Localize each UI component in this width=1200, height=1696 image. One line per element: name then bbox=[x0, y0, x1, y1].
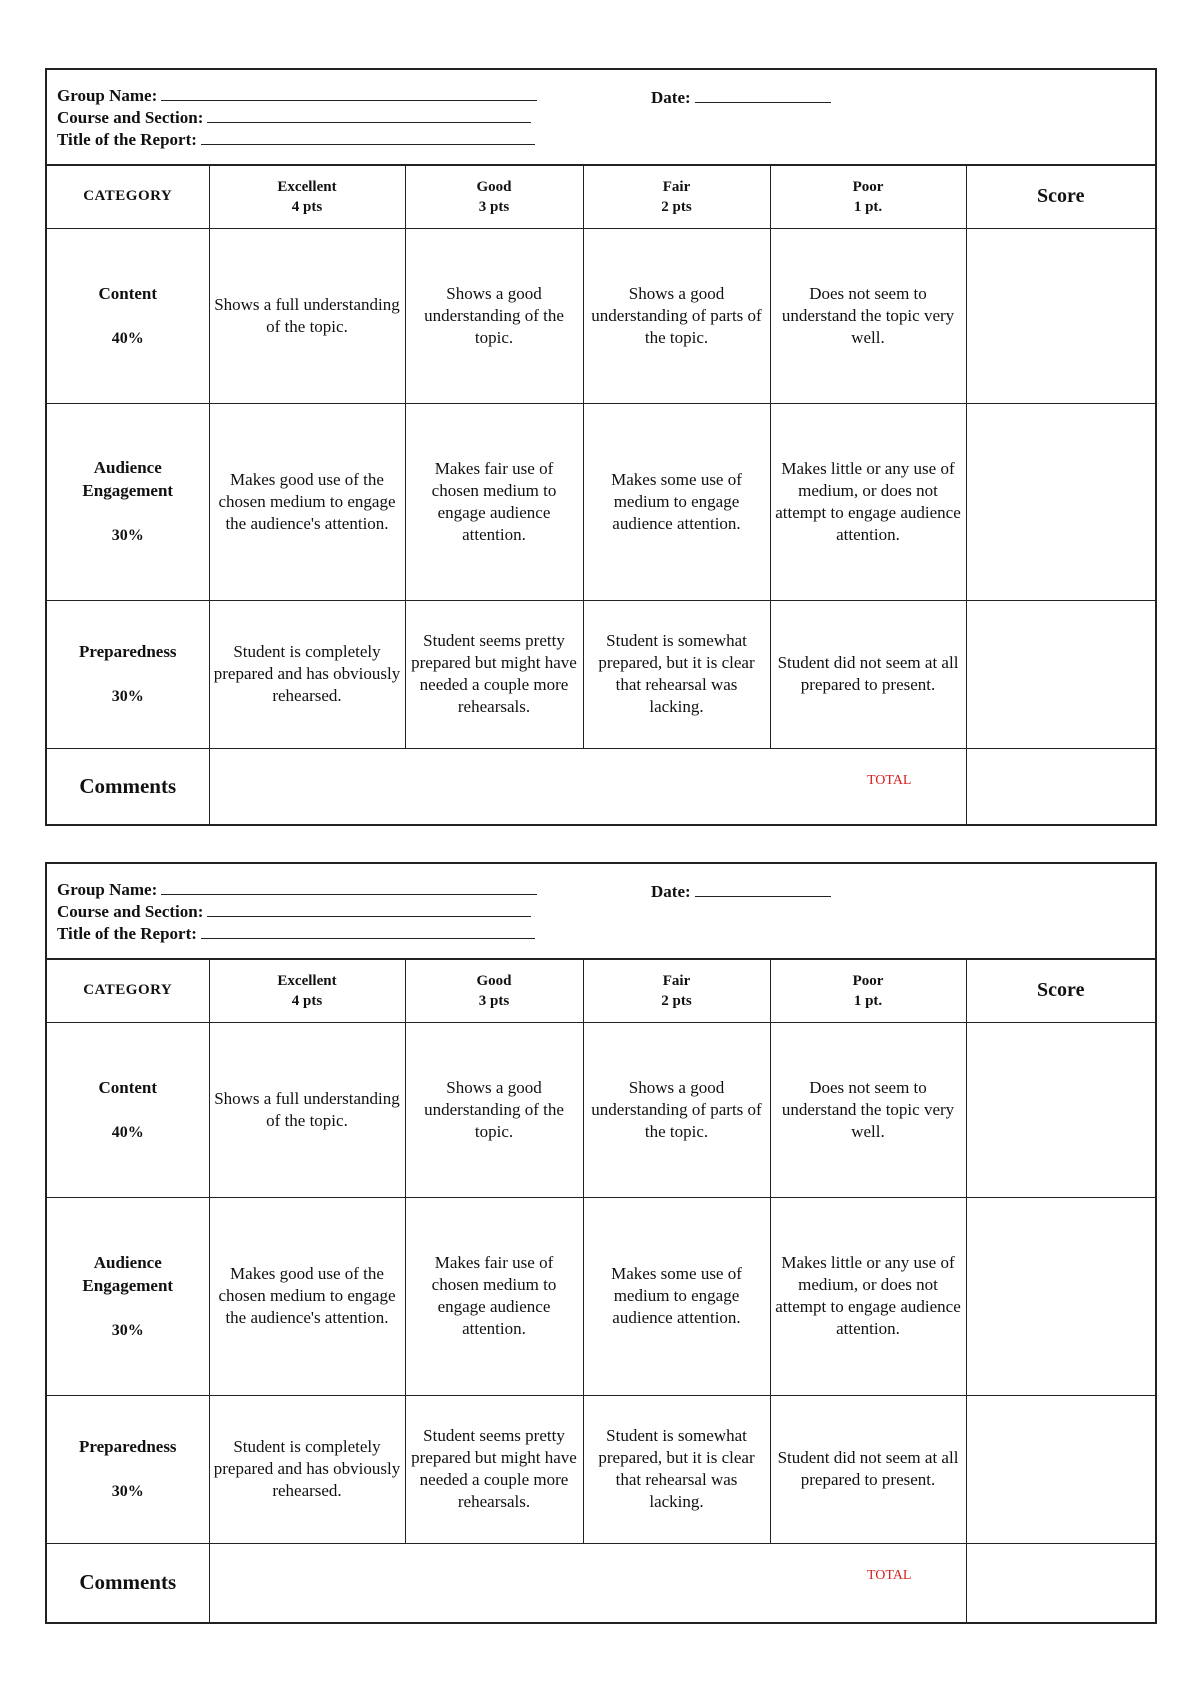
total-label: TOTAL bbox=[866, 772, 912, 788]
level-header-good bbox=[405, 166, 583, 228]
title-row bbox=[57, 924, 535, 944]
comments-area[interactable] bbox=[209, 1543, 966, 1622]
report-title-field[interactable] bbox=[201, 130, 535, 145]
descriptor-cell: Makes good use of the chosen medium to engage the audience's attention. bbox=[209, 403, 405, 600]
criteria-name bbox=[47, 1395, 209, 1543]
level-name: Excellent bbox=[277, 178, 337, 195]
report-title-field[interactable] bbox=[201, 924, 535, 939]
descriptor-cell: Shows a good understanding of parts of the topic. bbox=[583, 228, 770, 403]
criteria-weight: 40% bbox=[111, 1123, 144, 1141]
criteria-label: Audience Engagement bbox=[82, 1252, 174, 1295]
comments-row bbox=[47, 748, 1155, 824]
criteria-row-content bbox=[47, 228, 1155, 403]
group-name-label: Group Name: bbox=[57, 86, 158, 105]
level-points: 3 pts bbox=[478, 992, 510, 1009]
group-name-field[interactable] bbox=[161, 86, 537, 101]
course-field[interactable] bbox=[207, 108, 531, 123]
level-points: 4 pts bbox=[291, 198, 323, 215]
criteria-weight: 30% bbox=[111, 1321, 144, 1339]
level-name: Excellent bbox=[277, 972, 337, 989]
group-name-field[interactable] bbox=[161, 880, 537, 895]
descriptor-cell: Makes good use of the chosen medium to engage the audience's attention. bbox=[209, 1197, 405, 1395]
level-header-fair bbox=[583, 960, 770, 1022]
descriptor-cell: Does not seem to understand the topic very well. bbox=[770, 1022, 966, 1197]
descriptor-cell: Student seems pretty prepared but might have needed a couple more rehearsals. bbox=[405, 1395, 583, 1543]
criteria-name bbox=[47, 600, 209, 748]
descriptor-cell: Makes fair use of chosen medium to engage audience attention. bbox=[405, 403, 583, 600]
rubric-form-2 bbox=[45, 862, 1157, 1624]
descriptor-cell: Does not seem to understand the topic very well. bbox=[770, 228, 966, 403]
level-name: Poor bbox=[852, 178, 884, 195]
course-label: Course and Section: bbox=[57, 108, 204, 127]
descriptor-cell: Shows a full understanding of the topic. bbox=[209, 228, 405, 403]
date-row bbox=[651, 882, 831, 902]
rubric-header bbox=[47, 70, 1155, 166]
criteria-label: Content bbox=[98, 283, 158, 303]
level-header-good bbox=[405, 960, 583, 1022]
comments-label: Comments bbox=[47, 748, 209, 824]
level-points: 1 pt. bbox=[853, 992, 883, 1009]
course-row bbox=[57, 108, 531, 128]
criteria-name bbox=[47, 403, 209, 600]
criteria-name bbox=[47, 228, 209, 403]
descriptor-cell: Student seems pretty prepared but might have needed a couple more rehearsals. bbox=[405, 600, 583, 748]
score-header: Score bbox=[966, 960, 1155, 1022]
descriptor-cell: Student did not seem at all prepared to present. bbox=[770, 600, 966, 748]
date-field[interactable] bbox=[695, 88, 831, 103]
comments-label: Comments bbox=[47, 1543, 209, 1622]
score-header: Score bbox=[966, 166, 1155, 228]
criteria-weight: 30% bbox=[111, 527, 144, 544]
level-points: 1 pt. bbox=[853, 198, 883, 215]
criteria-row-content bbox=[47, 1022, 1155, 1197]
level-name: Fair bbox=[662, 972, 691, 989]
level-points: 3 pts bbox=[478, 198, 510, 215]
level-name: Fair bbox=[662, 178, 691, 195]
date-field[interactable] bbox=[695, 882, 831, 897]
level-header-excellent bbox=[209, 166, 405, 228]
level-header-fair bbox=[583, 166, 770, 228]
criteria-row-preparedness bbox=[47, 600, 1155, 748]
category-header: CATEGORY bbox=[47, 166, 209, 228]
level-header-poor bbox=[770, 960, 966, 1022]
descriptor-cell: Makes little or any use of medium, or does not attempt to engage audience attention. bbox=[770, 1197, 966, 1395]
course-field[interactable] bbox=[207, 902, 531, 917]
descriptor-cell: Makes some use of medium to engage audience attention. bbox=[583, 1197, 770, 1395]
criteria-weight: 40% bbox=[111, 329, 144, 347]
descriptor-cell: Makes little or any use of medium, or does not attempt to engage audience attention. bbox=[770, 403, 966, 600]
descriptor-cell: Student did not seem at all prepared to present. bbox=[770, 1395, 966, 1543]
score-cell[interactable] bbox=[966, 403, 1155, 600]
level-points: 2 pts bbox=[661, 198, 692, 215]
group-name-label: Group Name: bbox=[57, 880, 158, 899]
criteria-weight: 30% bbox=[111, 688, 144, 705]
group-name-row bbox=[57, 86, 537, 106]
criteria-name bbox=[47, 1197, 209, 1395]
report-title-label: Title of the Report: bbox=[57, 924, 197, 943]
rubric-table bbox=[47, 166, 1155, 824]
category-header: CATEGORY bbox=[47, 960, 209, 1022]
total-score-cell[interactable] bbox=[966, 1543, 1155, 1622]
criteria-label: Content bbox=[98, 1077, 158, 1097]
level-name: Good bbox=[476, 972, 512, 989]
course-label: Course and Section: bbox=[57, 902, 204, 921]
total-score-cell[interactable] bbox=[966, 748, 1155, 824]
criteria-row-audience-engagement bbox=[47, 403, 1155, 600]
level-name: Good bbox=[476, 178, 512, 195]
criteria-label: Audience Engagement bbox=[82, 458, 174, 500]
level-header-excellent bbox=[209, 960, 405, 1022]
criteria-row-audience-engagement bbox=[47, 1197, 1155, 1395]
level-points: 4 pts bbox=[291, 992, 323, 1009]
total-label: TOTAL bbox=[866, 1567, 912, 1583]
column-header-row bbox=[47, 166, 1155, 228]
descriptor-cell: Makes some use of medium to engage audience attention. bbox=[583, 403, 770, 600]
criteria-row-preparedness bbox=[47, 1395, 1155, 1543]
criteria-name bbox=[47, 1022, 209, 1197]
descriptor-cell: Shows a good understanding of parts of the topic. bbox=[583, 1022, 770, 1197]
descriptor-cell: Student is completely prepared and has obviously rehearsed. bbox=[209, 600, 405, 748]
level-points: 2 pts bbox=[661, 992, 692, 1009]
descriptor-cell: Student is somewhat prepared, but it is clear that rehearsal was lacking. bbox=[583, 600, 770, 748]
score-cell[interactable] bbox=[966, 1197, 1155, 1395]
descriptor-cell: Shows a good understanding of the topic. bbox=[405, 228, 583, 403]
rubric-form-1 bbox=[45, 68, 1157, 826]
rubric-header bbox=[47, 864, 1155, 960]
descriptor-cell: Shows a full understanding of the topic. bbox=[209, 1022, 405, 1197]
score-cell[interactable] bbox=[966, 1395, 1155, 1543]
criteria-weight: 30% bbox=[111, 1483, 144, 1500]
rubric-table bbox=[47, 960, 1155, 1622]
course-row bbox=[57, 902, 531, 922]
score-cell[interactable] bbox=[966, 1022, 1155, 1197]
criteria-label: Preparedness bbox=[78, 1437, 177, 1456]
criteria-label: Preparedness bbox=[78, 642, 177, 661]
column-header-row bbox=[47, 960, 1155, 1022]
descriptor-cell: Student is somewhat prepared, but it is clear that rehearsal was lacking. bbox=[583, 1395, 770, 1543]
date-label: Date: bbox=[651, 88, 691, 107]
descriptor-cell: Makes fair use of chosen medium to engage audience attention. bbox=[405, 1197, 583, 1395]
date-row bbox=[651, 88, 831, 108]
score-cell[interactable] bbox=[966, 228, 1155, 403]
descriptor-cell: Student is completely prepared and has obviously rehearsed. bbox=[209, 1395, 405, 1543]
level-header-poor bbox=[770, 166, 966, 228]
level-name: Poor bbox=[852, 972, 884, 989]
descriptor-cell: Shows a good understanding of the topic. bbox=[405, 1022, 583, 1197]
score-cell[interactable] bbox=[966, 600, 1155, 748]
report-title-label: Title of the Report: bbox=[57, 130, 197, 149]
title-row bbox=[57, 130, 535, 150]
date-label: Date: bbox=[651, 882, 691, 901]
group-name-row bbox=[57, 880, 537, 900]
comments-row bbox=[47, 1543, 1155, 1622]
comments-area[interactable] bbox=[209, 748, 966, 824]
